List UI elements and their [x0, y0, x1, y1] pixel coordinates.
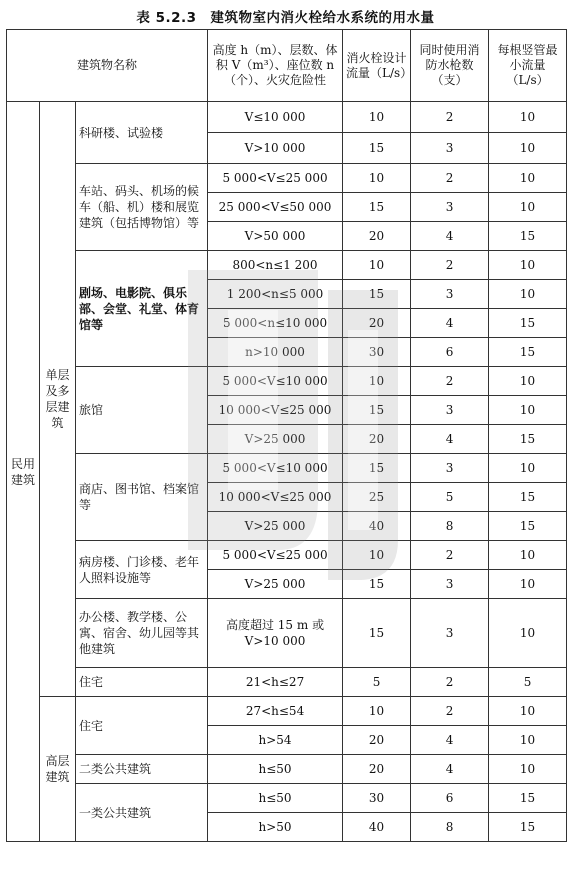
cell-count: 2 — [411, 668, 489, 697]
cell-param: 5 000<V≤10 000 — [208, 454, 343, 483]
table-row — [7, 697, 567, 726]
cell-count: 3 — [411, 396, 489, 425]
cell-riser: 10 — [489, 102, 567, 133]
header-building-name: 建筑物名称 — [7, 30, 208, 102]
cell-riser: 10 — [489, 396, 567, 425]
cell-riser: 5 — [489, 668, 567, 697]
cell-riser: 15 — [489, 222, 567, 251]
cell-count: 2 — [411, 102, 489, 133]
cell-riser: 10 — [489, 133, 567, 164]
cell-param: 5 000<V≤25 000 — [208, 164, 343, 193]
header-riser-flow: 每根竖管最小流量（L/s） — [489, 30, 567, 102]
cell-riser: 10 — [489, 570, 567, 599]
cell-riser: 15 — [489, 338, 567, 367]
cell-count: 3 — [411, 454, 489, 483]
cell-flow: 15 — [343, 454, 411, 483]
header-design-flow: 消火栓设计流量（L/s） — [343, 30, 411, 102]
cell-flow: 10 — [343, 541, 411, 570]
cell-count: 6 — [411, 784, 489, 813]
cell-flow: 25 — [343, 483, 411, 512]
cell-riser: 10 — [489, 726, 567, 755]
cell-riser: 10 — [489, 367, 567, 396]
cell-count: 2 — [411, 541, 489, 570]
group-civil: 民用建筑 — [7, 102, 40, 842]
cell-flow: 10 — [343, 367, 411, 396]
cell-count: 8 — [411, 512, 489, 541]
category-station: 车站、码头、机场的候车（船、机）楼和展览建筑（包括博物馆）等 — [76, 164, 208, 251]
cell-param: V>25 000 — [208, 570, 343, 599]
cell-param: h≤50 — [208, 784, 343, 813]
cell-riser: 10 — [489, 599, 567, 668]
cell-count: 2 — [411, 251, 489, 280]
cell-riser: 10 — [489, 280, 567, 309]
cell-param: 5 000<V≤25 000 — [208, 541, 343, 570]
table-row — [7, 599, 567, 668]
cell-riser: 10 — [489, 697, 567, 726]
cell-count: 2 — [411, 697, 489, 726]
table-row — [7, 454, 567, 483]
cell-flow: 20 — [343, 309, 411, 338]
cell-flow: 30 — [343, 338, 411, 367]
cell-param: n>10 000 — [208, 338, 343, 367]
cell-flow: 10 — [343, 697, 411, 726]
category-research: 科研楼、试验楼 — [76, 102, 208, 164]
cell-param: 10 000<V≤25 000 — [208, 483, 343, 512]
cell-count: 3 — [411, 570, 489, 599]
cell-riser: 10 — [489, 251, 567, 280]
cell-flow: 20 — [343, 755, 411, 784]
cell-param: V>10 000 — [208, 133, 343, 164]
category-hospital: 病房楼、门诊楼、老年人照料设施等 — [76, 541, 208, 599]
cell-count: 3 — [411, 599, 489, 668]
cell-param: 1 200<n≤5 000 — [208, 280, 343, 309]
cell-count: 2 — [411, 164, 489, 193]
cell-param: V≤10 000 — [208, 102, 343, 133]
cell-riser: 10 — [489, 164, 567, 193]
cell-flow: 15 — [343, 193, 411, 222]
cell-count: 4 — [411, 222, 489, 251]
cell-param: 10 000<V≤25 000 — [208, 396, 343, 425]
group-high-rise: 高层建筑 — [40, 697, 76, 842]
category-housing-high: 住宅 — [76, 697, 208, 755]
cell-riser: 10 — [489, 755, 567, 784]
cell-param: 25 000<V≤50 000 — [208, 193, 343, 222]
cell-count: 5 — [411, 483, 489, 512]
category-housing-low: 住宅 — [76, 668, 208, 697]
cell-riser: 10 — [489, 193, 567, 222]
cell-flow: 15 — [343, 133, 411, 164]
cell-param: h>50 — [208, 813, 343, 842]
cell-param: V>25 000 — [208, 425, 343, 454]
category-public-class-2: 二类公共建筑 — [76, 755, 208, 784]
table-row — [7, 541, 567, 570]
cell-flow: 10 — [343, 102, 411, 133]
cell-flow: 15 — [343, 570, 411, 599]
cell-param: 800<n≤1 200 — [208, 251, 343, 280]
cell-flow: 15 — [343, 396, 411, 425]
table-row — [7, 367, 567, 396]
cell-count: 4 — [411, 755, 489, 784]
cell-riser: 15 — [489, 813, 567, 842]
cell-param: h>54 — [208, 726, 343, 755]
cell-flow: 20 — [343, 425, 411, 454]
cell-flow: 15 — [343, 280, 411, 309]
table-row — [7, 102, 567, 133]
cell-param: V>50 000 — [208, 222, 343, 251]
cell-riser: 15 — [489, 425, 567, 454]
cell-param: h≤50 — [208, 755, 343, 784]
cell-flow: 5 — [343, 668, 411, 697]
cell-flow: 10 — [343, 251, 411, 280]
cell-flow: 10 — [343, 164, 411, 193]
category-shop: 商店、图书馆、档案馆等 — [76, 454, 208, 541]
cell-count: 4 — [411, 425, 489, 454]
cell-count: 3 — [411, 193, 489, 222]
table-row — [7, 784, 567, 813]
table-title: 表 5.2.3 建筑物室内消火栓给水系统的用水量 — [136, 10, 435, 26]
cell-flow: 40 — [343, 813, 411, 842]
table-row — [7, 251, 567, 280]
cell-count: 4 — [411, 309, 489, 338]
cell-param: 高度超过 15 m 或 V>10 000 — [208, 599, 343, 668]
cell-param: 5 000<n≤10 000 — [208, 309, 343, 338]
cell-param: 5 000<V≤10 000 — [208, 367, 343, 396]
cell-riser: 15 — [489, 309, 567, 338]
cell-count: 3 — [411, 133, 489, 164]
category-office: 办公楼、教学楼、公寓、宿舍、幼儿园等其他建筑 — [76, 599, 208, 668]
header-hose-count: 同时使用消防水枪数（支） — [411, 30, 489, 102]
cell-count: 8 — [411, 813, 489, 842]
water-demand-table — [6, 29, 567, 842]
cell-count: 3 — [411, 280, 489, 309]
cell-flow: 20 — [343, 726, 411, 755]
header-parameters: 高度 h（m）、层数、体积 V（m³）、座位数 n（个）、火灾危险性 — [208, 30, 343, 102]
cell-param: V>25 000 — [208, 512, 343, 541]
category-hotel: 旅馆 — [76, 367, 208, 454]
table-row — [7, 755, 567, 784]
cell-flow: 30 — [343, 784, 411, 813]
cell-flow: 15 — [343, 599, 411, 668]
cell-riser: 10 — [489, 454, 567, 483]
cell-count: 4 — [411, 726, 489, 755]
cell-riser: 15 — [489, 512, 567, 541]
cell-riser: 10 — [489, 541, 567, 570]
cell-flow: 20 — [343, 222, 411, 251]
category-theater: 剧场、电影院、俱乐部、会堂、礼堂、体育馆等 — [76, 251, 208, 367]
cell-flow: 40 — [343, 512, 411, 541]
table-row — [7, 164, 567, 193]
category-public-class-1: 一类公共建筑 — [76, 784, 208, 842]
cell-count: 2 — [411, 367, 489, 396]
cell-riser: 15 — [489, 784, 567, 813]
cell-param: 27<h≤54 — [208, 697, 343, 726]
header-row — [7, 30, 567, 102]
table-row — [7, 668, 567, 697]
group-low-multistory: 单层及多层建筑 — [40, 102, 76, 697]
cell-riser: 15 — [489, 483, 567, 512]
cell-param: 21<h≤27 — [208, 668, 343, 697]
cell-count: 6 — [411, 338, 489, 367]
